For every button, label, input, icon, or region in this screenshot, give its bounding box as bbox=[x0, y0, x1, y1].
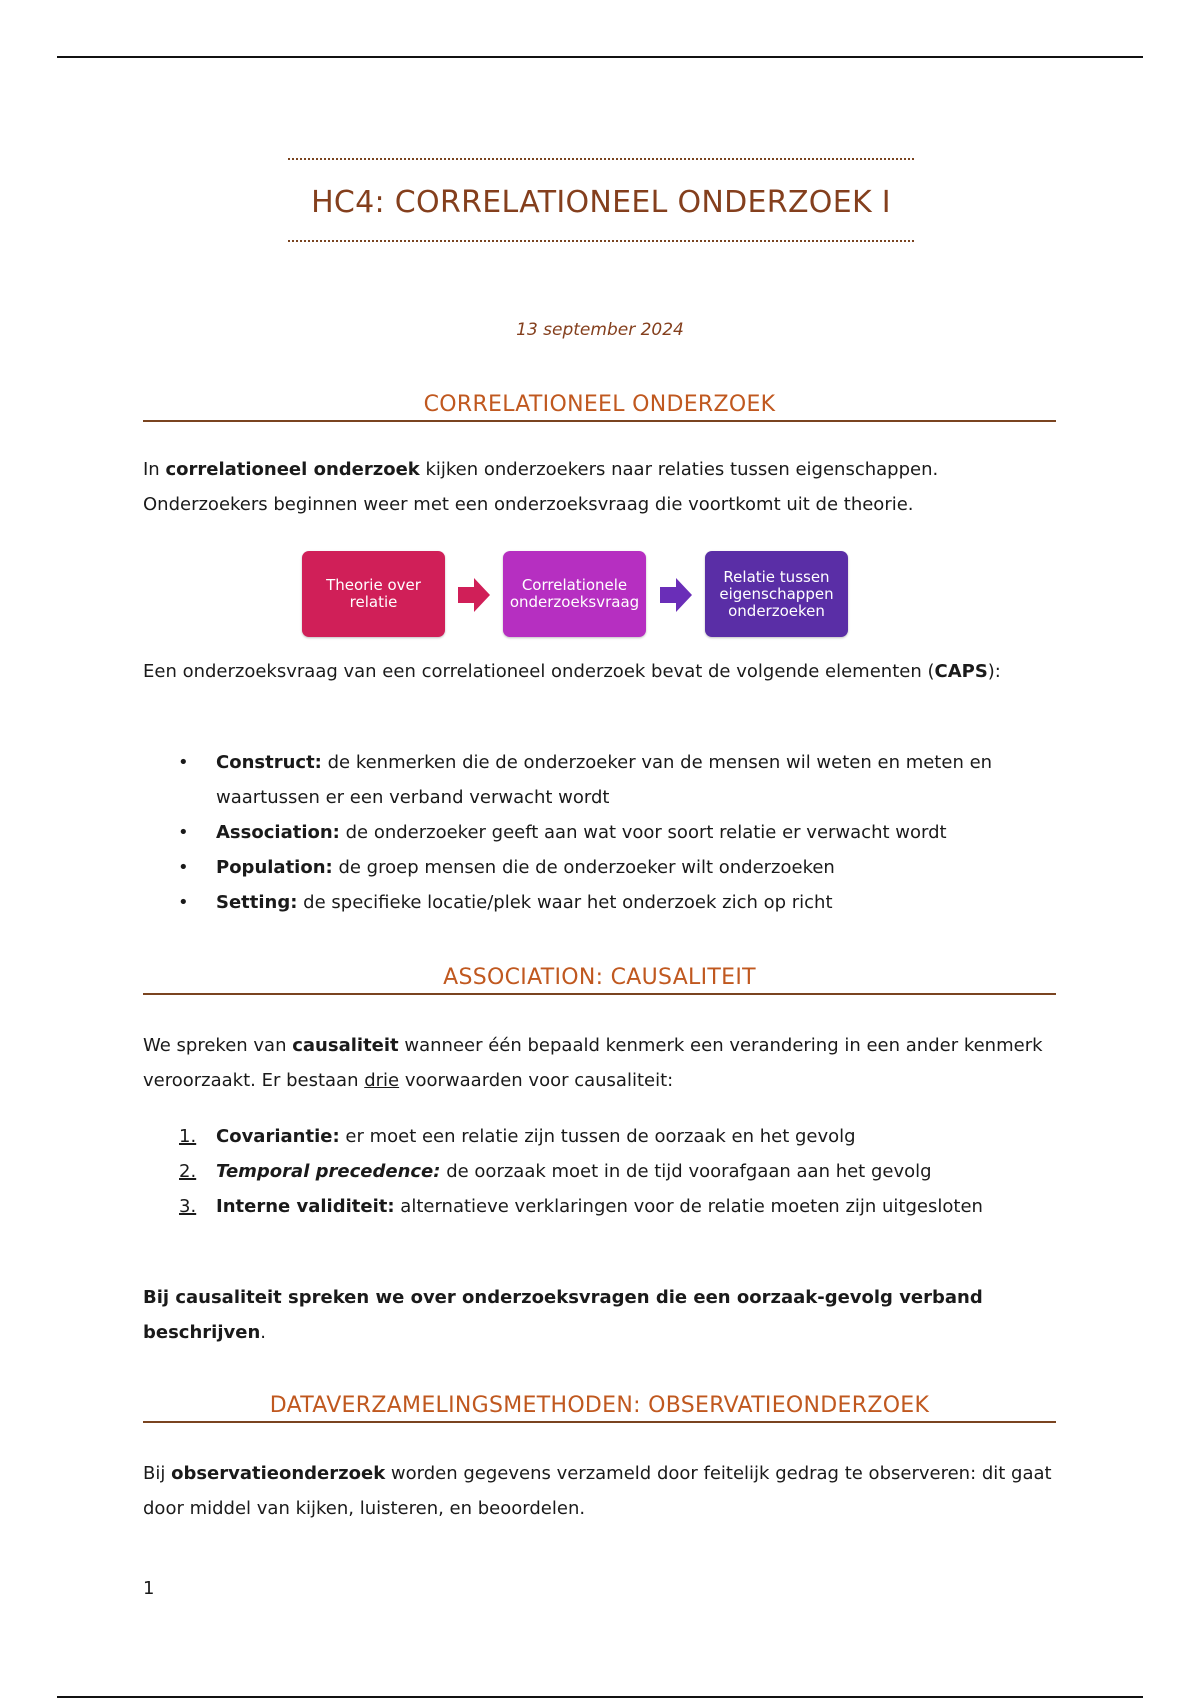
bold-term: Covariantie: bbox=[216, 1126, 340, 1147]
list-item bbox=[143, 815, 1056, 850]
bullet-icon: • bbox=[178, 752, 189, 773]
causaliteit-paragraph bbox=[143, 1028, 1056, 1098]
bottom-rule bbox=[57, 1696, 1143, 1698]
text-span: wanneer één bepaald kenmerk een verandering in een ander kenmerk veroorzaakt. Er bestaan bbox=[143, 1035, 1043, 1091]
document-date: 13 september 2024 bbox=[516, 320, 684, 340]
text-span: Bij bbox=[143, 1463, 172, 1484]
section-heading: CORRELATIONEEL ONDERZOEK bbox=[143, 392, 1056, 422]
list-item bbox=[143, 850, 1056, 885]
title-block bbox=[288, 158, 914, 242]
flow-diagram bbox=[302, 551, 862, 639]
flow-box-relatie bbox=[705, 551, 848, 637]
bold-term: causaliteit bbox=[292, 1035, 399, 1056]
section-heading: ASSOCIATION: CAUSALITEIT bbox=[143, 965, 1056, 995]
text-span: de onderzoeker geeft aan wat voor soort relatie er verwacht wordt bbox=[339, 822, 947, 843]
caps-list bbox=[143, 745, 1056, 920]
bold-term: Bij causaliteit spreken we over onderzoeksvragen die een oorzaak-gevolg verband beschrijven bbox=[143, 1287, 983, 1343]
conditions-list bbox=[143, 1119, 1056, 1224]
bold-term: observatieonderzoek bbox=[171, 1463, 386, 1484]
list-item bbox=[143, 1154, 1056, 1189]
causaliteit-text bbox=[143, 1028, 1056, 1098]
flow-box-label: Relatie tussen eigenschappen onderzoeken bbox=[719, 567, 834, 620]
text-span: er moet een relatie zijn tussen de oorzaak en het gevolg bbox=[339, 1126, 856, 1147]
flow-box-theorie bbox=[302, 551, 445, 637]
text-span: We spreken van bbox=[143, 1035, 293, 1056]
top-rule bbox=[57, 56, 1143, 58]
text-span: voorwaarden voor causaliteit: bbox=[399, 1070, 674, 1091]
text-span: de oorzaak moet in de tijd voorafgaan aan het gevolg bbox=[440, 1161, 932, 1182]
section-heading: DATAVERZAMELINGSMETHODEN: OBSERVATIEONDERZOEK bbox=[143, 1393, 1056, 1423]
caps-list-wrap bbox=[143, 745, 1056, 920]
list-number: 3. bbox=[179, 1196, 197, 1217]
section-correlationeel bbox=[143, 392, 1056, 422]
text-span: de groep mensen die de onderzoeker wilt onderzoeken bbox=[332, 857, 835, 878]
text-span: . bbox=[260, 1322, 266, 1343]
text-span: de specifieke locatie/plek waar het onderzoek zich op richt bbox=[297, 892, 833, 913]
conclusion-paragraph bbox=[143, 1280, 1056, 1350]
list-item bbox=[143, 1189, 1056, 1224]
text-span: Een onderzoeksvraag van een correlationeel onderzoek bevat de volgende elementen ( bbox=[143, 661, 935, 682]
page-title: HC4: CORRELATIONEEL ONDERZOEK I bbox=[311, 185, 891, 220]
list-number: 2. bbox=[179, 1161, 197, 1182]
text-span: kijken onderzoekers naar relaties tussen eigenschappen. Onderzoekers beginnen weer met een onderzoeksvraag die voortkomt uit de theorie. bbox=[143, 459, 939, 515]
arrow-right-icon bbox=[458, 578, 490, 612]
intro-paragraph bbox=[143, 452, 1056, 522]
flow-box-onderzoeksvraag bbox=[503, 551, 646, 637]
bold-term: Population: bbox=[216, 857, 333, 878]
caps-intro-text bbox=[143, 654, 1056, 689]
bold-term: CAPS bbox=[934, 661, 988, 682]
text-span: worden gegevens verzameld door feitelijk gedrag te observeren: dit gaat door middel van kijken, luisteren, en beoordelen. bbox=[143, 1463, 1052, 1519]
text-span: de kenmerken die de onderzoeker van de mensen wil weten en meten en waartussen er een verband verwacht wordt bbox=[216, 752, 993, 808]
bold-term: Setting: bbox=[216, 892, 298, 913]
conclusion-text bbox=[143, 1280, 1056, 1350]
text-span: ): bbox=[987, 661, 1001, 682]
bold-italic-term: Temporal precedence: bbox=[216, 1161, 441, 1182]
caps-paragraph bbox=[143, 654, 1056, 689]
bullet-icon: • bbox=[178, 857, 189, 878]
section-observatie bbox=[143, 1393, 1056, 1423]
list-item bbox=[143, 885, 1056, 920]
bold-term: Construct: bbox=[216, 752, 322, 773]
conditions-list-wrap bbox=[143, 1119, 1056, 1224]
observatie-text bbox=[143, 1456, 1056, 1526]
underlined-term: drie bbox=[364, 1070, 400, 1091]
page-number: 1 bbox=[143, 1578, 155, 1599]
bullet-icon: • bbox=[178, 822, 189, 843]
arrow-right-icon bbox=[660, 578, 692, 612]
section-causaliteit bbox=[143, 965, 1056, 995]
list-item bbox=[143, 745, 1056, 815]
list-number: 1. bbox=[179, 1126, 197, 1147]
bold-term: correlationeel onderzoek bbox=[165, 459, 420, 480]
text-span: In bbox=[143, 459, 166, 480]
bullet-icon: • bbox=[178, 892, 189, 913]
flow-box-label: Theorie over relatie bbox=[326, 576, 421, 611]
observatie-paragraph bbox=[143, 1456, 1056, 1526]
text-span: alternatieve verklaringen voor de relatie moeten zijn uitgesloten bbox=[394, 1196, 983, 1217]
list-item bbox=[143, 1119, 1056, 1154]
intro-text bbox=[143, 452, 1056, 522]
bold-term: Interne validiteit: bbox=[216, 1196, 395, 1217]
flow-box-label: Correlationele onderzoeksvraag bbox=[509, 576, 640, 611]
bold-term: Association: bbox=[216, 822, 340, 843]
